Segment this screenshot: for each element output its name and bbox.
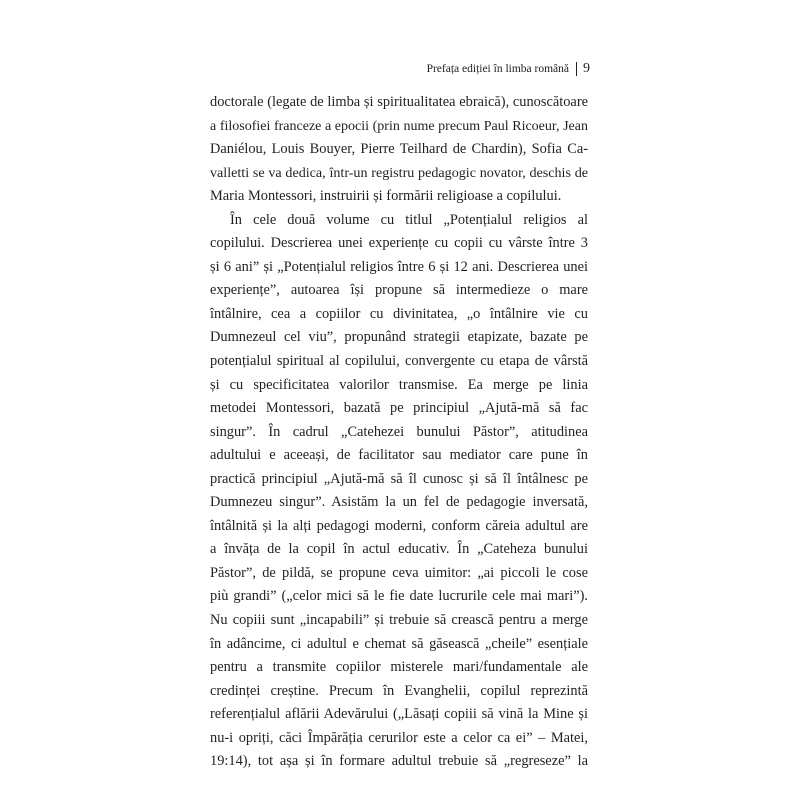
- text-line: Daniélou, Louis Bouyer, Pierre Teilhard de Chardin), Sofia Ca-: [210, 141, 588, 158]
- text-line: a învăța de la copil în actul educativ. În „Cateheza bunului: [210, 541, 588, 558]
- text-line: copilului. Descrierea unei experiențe cu copii cu vârste între 3: [210, 235, 588, 252]
- text-line: a filosofiei franceze a epocii (prin nume precum Paul Ricoeur, Jean: [210, 118, 588, 134]
- text-line: singur”. În cadrul „Catehezei bunului Păstor”, atitudinea: [210, 423, 588, 440]
- text-line: experiențe”, autoarea își propune să intermedieze o mare: [210, 282, 588, 299]
- text-line: 19:14), tot așa și în formare adultul trebuie să „regreseze” la: [210, 753, 588, 770]
- text-line: nu-i opriți, căci Împărăția cerurilor este a celor ca ei” – Matei,: [210, 729, 588, 746]
- text-line: valletti se va dedica, într-un registru pedagogic novator, deschis de: [210, 164, 588, 181]
- text-line: Dumnezeu singur”. Asistăm la un fel de pedagogie inversată,: [210, 494, 588, 511]
- text-line: metodei Montessori, bazată pe principiul „Ajută-mă să fac: [210, 400, 588, 417]
- body-text: [210, 91, 588, 774]
- running-header: [427, 61, 590, 77]
- text-line: în adâncime, ci adultul e chemat să găsească „cheile” esențiale: [210, 635, 588, 652]
- text-line: referențialul aflării Adevărului („Lăsați copiii să vină la Mine și: [210, 706, 588, 723]
- text-line: doctorale (legate de limba și spiritualitatea ebraică), cunoscătoare: [210, 94, 588, 110]
- text-line: și 6 ani” și „Potențialul religios între 6 și 12 ani. Descrierea unei: [210, 258, 588, 275]
- text-line: potențialul spiritual al copilului, convergente cu etapa de vârstă: [210, 353, 588, 370]
- text-line: practică principiul „Ajută-mă să îl cunosc și să îl întâlnesc pe: [210, 470, 588, 487]
- text-line: più grandi” („celor mici să le fie date lucrurile cele mai mari”).: [210, 588, 588, 605]
- text-line: și cu specificitatea valorilor transmise. Ea merge pe linia: [210, 376, 588, 393]
- text-line: Păstor”, de pildă, se propune ceva uimitor: „ai piccoli le cose: [210, 564, 588, 581]
- text-line: Nu copiii sunt „incapabili” și trebuie să crească pentru a merge: [210, 612, 588, 629]
- text-line: Maria Montessori, instruirii și formării religioase a copilului.: [210, 188, 562, 205]
- text-line: întâlnire, cea a copiilor cu divinitatea, „o întâlnire vie cu: [210, 305, 588, 322]
- header-divider: [576, 62, 577, 76]
- text-line: credinței creștine. Precum în Evanghelii, copilul reprezintă: [210, 682, 588, 699]
- paragraph-2: [210, 209, 588, 774]
- text-line: Dumnezeul cel viu”, propunând strategii etapizate, bazate pe: [210, 329, 588, 346]
- section-title: Prefața ediției în limba română: [426, 63, 569, 75]
- text-line: adultului e aceeași, de facilitator sau mediator care pune în: [210, 447, 588, 464]
- text-line: pentru a transmite copiilor misterele mari/fundamentale ale: [210, 659, 588, 676]
- page-number: 9: [583, 61, 590, 76]
- text-line: În cele două volume cu titlul „Potențialul religios al: [230, 211, 588, 228]
- text-line: întâlnită și la alți pedagogi moderni, conform căreia adultul are: [210, 517, 588, 534]
- paragraph-1: [210, 91, 588, 209]
